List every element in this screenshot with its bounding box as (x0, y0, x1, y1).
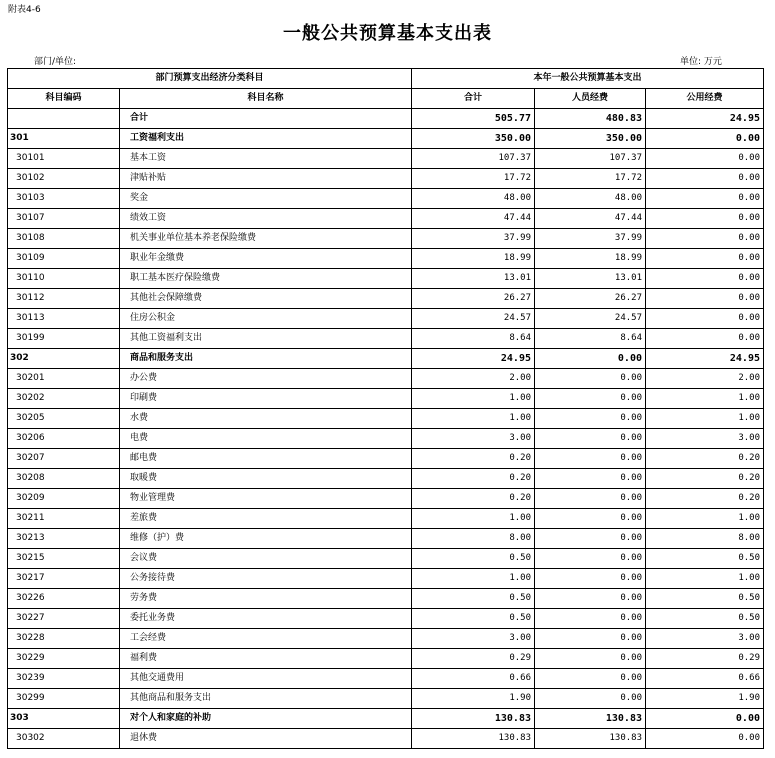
table-row (8, 569, 764, 589)
row-code: 30213 (8, 529, 120, 549)
row-public: 3.00 (646, 629, 764, 649)
row-total: 0.50 (412, 589, 535, 609)
row-public: 0.50 (646, 549, 764, 569)
row-personnel: 0.00 (535, 549, 646, 569)
page-title: 一般公共预算基本支出表 (283, 23, 492, 44)
row-personnel: 47.44 (535, 209, 646, 229)
row-public: 24.95 (646, 349, 764, 369)
row-code: 30229 (8, 649, 120, 669)
row-name: 退休费 (120, 729, 412, 749)
row-total: 1.00 (412, 409, 535, 429)
row-personnel: 0.00 (535, 569, 646, 589)
row-total: 0.20 (412, 469, 535, 489)
row-name: 职业年金缴费 (120, 249, 412, 269)
row-public: 0.20 (646, 449, 764, 469)
row-personnel: 0.00 (535, 529, 646, 549)
row-total: 0.29 (412, 649, 535, 669)
row-code: 30107 (8, 209, 120, 229)
row-personnel: 48.00 (535, 189, 646, 209)
row-code: 30217 (8, 569, 120, 589)
row-public: 1.90 (646, 689, 764, 709)
row-public: 0.00 (646, 709, 764, 729)
header-row (8, 89, 764, 109)
table-row (8, 229, 764, 249)
row-public: 0.00 (646, 149, 764, 169)
table-row (8, 549, 764, 569)
row-public: 0.00 (646, 269, 764, 289)
row-name: 工资福利支出 (120, 129, 412, 149)
row-total: 0.66 (412, 669, 535, 689)
row-personnel: 0.00 (535, 509, 646, 529)
row-public: 0.29 (646, 649, 764, 669)
row-total: 0.20 (412, 449, 535, 469)
row-name: 委托业务费 (120, 609, 412, 629)
row-code: 30201 (8, 369, 120, 389)
row-public: 0.50 (646, 589, 764, 609)
table-row (8, 189, 764, 209)
row-personnel: 130.83 (535, 729, 646, 749)
total-personnel: 480.83 (535, 109, 646, 129)
row-total: 130.83 (412, 729, 535, 749)
table-row (8, 449, 764, 469)
row-personnel: 18.99 (535, 249, 646, 269)
table-row (8, 369, 764, 389)
table-row (8, 689, 764, 709)
row-personnel: 130.83 (535, 709, 646, 729)
row-personnel: 0.00 (535, 649, 646, 669)
row-name: 物业管理费 (120, 489, 412, 509)
department-label: 部门/单位: (34, 57, 77, 67)
table-row (8, 669, 764, 689)
row-code: 30101 (8, 149, 120, 169)
row-code: 301 (8, 129, 120, 149)
row-total: 0.50 (412, 549, 535, 569)
row-total: 3.00 (412, 629, 535, 649)
expenditure-table (7, 68, 764, 749)
table-row (8, 389, 764, 409)
row-personnel: 0.00 (535, 469, 646, 489)
header-group-row (8, 69, 764, 89)
table-row (8, 329, 764, 349)
row-public: 0.00 (646, 129, 764, 149)
row-personnel: 107.37 (535, 149, 646, 169)
row-code: 30206 (8, 429, 120, 449)
row-total: 37.99 (412, 229, 535, 249)
row-personnel: 0.00 (535, 589, 646, 609)
row-name: 劳务费 (120, 589, 412, 609)
table-row (8, 469, 764, 489)
row-public: 0.00 (646, 249, 764, 269)
table-row (8, 269, 764, 289)
row-total: 3.00 (412, 429, 535, 449)
row-total: 17.72 (412, 169, 535, 189)
row-personnel: 0.00 (535, 689, 646, 709)
row-public: 0.00 (646, 729, 764, 749)
row-code: 30208 (8, 469, 120, 489)
row-public: 0.00 (646, 329, 764, 349)
header-personnel: 人员经费 (535, 89, 646, 109)
row-name: 工会经费 (120, 629, 412, 649)
row-public: 1.00 (646, 389, 764, 409)
row-public: 2.00 (646, 369, 764, 389)
row-name: 福利费 (120, 649, 412, 669)
row-personnel: 26.27 (535, 289, 646, 309)
row-code: 30207 (8, 449, 120, 469)
row-personnel: 37.99 (535, 229, 646, 249)
row-total: 1.90 (412, 689, 535, 709)
header-group-left: 部门预算支出经济分类科目 (8, 69, 412, 89)
header-code: 科目编码 (8, 89, 120, 109)
row-total: 1.00 (412, 569, 535, 589)
row-personnel: 0.00 (535, 489, 646, 509)
row-name: 职工基本医疗保险缴费 (120, 269, 412, 289)
row-public: 0.00 (646, 309, 764, 329)
table-row (8, 709, 764, 729)
total-public: 24.95 (646, 109, 764, 129)
total-code (8, 109, 120, 129)
row-total: 0.50 (412, 609, 535, 629)
table-row (8, 349, 764, 369)
row-name: 津贴补贴 (120, 169, 412, 189)
row-code: 30209 (8, 489, 120, 509)
row-total: 13.01 (412, 269, 535, 289)
row-public: 0.00 (646, 169, 764, 189)
row-total: 107.37 (412, 149, 535, 169)
table-row (8, 649, 764, 669)
row-code: 30108 (8, 229, 120, 249)
row-total: 18.99 (412, 249, 535, 269)
table-row (8, 509, 764, 529)
row-code: 30226 (8, 589, 120, 609)
row-public: 1.00 (646, 409, 764, 429)
row-total: 26.27 (412, 289, 535, 309)
row-code: 30205 (8, 409, 120, 429)
row-code: 30112 (8, 289, 120, 309)
row-name: 住房公积金 (120, 309, 412, 329)
header-group-right: 本年一般公共预算基本支出 (412, 69, 764, 89)
row-name: 电费 (120, 429, 412, 449)
row-name: 会议费 (120, 549, 412, 569)
row-code: 303 (8, 709, 120, 729)
row-name: 其他商品和服务支出 (120, 689, 412, 709)
table-row (8, 249, 764, 269)
row-personnel: 8.64 (535, 329, 646, 349)
row-code: 30199 (8, 329, 120, 349)
row-code: 30109 (8, 249, 120, 269)
row-name: 商品和服务支出 (120, 349, 412, 369)
total-row (8, 109, 764, 129)
row-code: 30239 (8, 669, 120, 689)
row-code: 30228 (8, 629, 120, 649)
row-personnel: 13.01 (535, 269, 646, 289)
row-total: 8.00 (412, 529, 535, 549)
row-total: 350.00 (412, 129, 535, 149)
row-total: 130.83 (412, 709, 535, 729)
table-row (8, 609, 764, 629)
row-personnel: 17.72 (535, 169, 646, 189)
row-name: 其他工资福利支出 (120, 329, 412, 349)
row-code: 30110 (8, 269, 120, 289)
row-personnel: 0.00 (535, 369, 646, 389)
row-code: 30215 (8, 549, 120, 569)
row-public: 0.50 (646, 609, 764, 629)
row-name: 取暖费 (120, 469, 412, 489)
table-row (8, 309, 764, 329)
row-name: 邮电费 (120, 449, 412, 469)
row-code: 30113 (8, 309, 120, 329)
row-name: 差旅费 (120, 509, 412, 529)
row-personnel: 0.00 (535, 429, 646, 449)
row-name: 公务接待费 (120, 569, 412, 589)
row-name: 水费 (120, 409, 412, 429)
row-public: 0.00 (646, 209, 764, 229)
row-name: 基本工资 (120, 149, 412, 169)
row-personnel: 24.57 (535, 309, 646, 329)
row-personnel: 350.00 (535, 129, 646, 149)
row-code: 30103 (8, 189, 120, 209)
row-total: 8.64 (412, 329, 535, 349)
row-code: 30299 (8, 689, 120, 709)
row-name: 维修（护）费 (120, 529, 412, 549)
table-row (8, 729, 764, 749)
row-total: 48.00 (412, 189, 535, 209)
row-name: 机关事业单位基本养老保险缴费 (120, 229, 412, 249)
row-public: 1.00 (646, 509, 764, 529)
table-row (8, 209, 764, 229)
row-total: 24.57 (412, 309, 535, 329)
row-personnel: 0.00 (535, 449, 646, 469)
table-row (8, 169, 764, 189)
row-code: 302 (8, 349, 120, 369)
row-name: 奖金 (120, 189, 412, 209)
row-personnel: 0.00 (535, 409, 646, 429)
row-name: 绩效工资 (120, 209, 412, 229)
table-row (8, 289, 764, 309)
table-row (8, 409, 764, 429)
unit-label: 单位: 万元 (680, 57, 722, 67)
table-row (8, 489, 764, 509)
row-code: 30302 (8, 729, 120, 749)
table-row (8, 589, 764, 609)
row-code: 30202 (8, 389, 120, 409)
row-code: 30102 (8, 169, 120, 189)
row-public: 0.20 (646, 489, 764, 509)
header-public: 公用经费 (646, 89, 764, 109)
table-row (8, 629, 764, 649)
table-row (8, 149, 764, 169)
row-public: 0.00 (646, 189, 764, 209)
row-personnel: 0.00 (535, 629, 646, 649)
row-code: 30227 (8, 609, 120, 629)
row-name: 印刷费 (120, 389, 412, 409)
row-name: 办公费 (120, 369, 412, 389)
total-total: 505.77 (412, 109, 535, 129)
row-personnel: 0.00 (535, 609, 646, 629)
attachment-label: 附表4-6 (8, 5, 41, 15)
row-public: 0.66 (646, 669, 764, 689)
row-total: 0.20 (412, 489, 535, 509)
row-name: 对个人和家庭的补助 (120, 709, 412, 729)
table-row (8, 429, 764, 449)
row-total: 2.00 (412, 369, 535, 389)
row-personnel: 0.00 (535, 669, 646, 689)
total-name: 合计 (120, 109, 412, 129)
row-name: 其他社会保障缴费 (120, 289, 412, 309)
row-total: 47.44 (412, 209, 535, 229)
table-row (8, 129, 764, 149)
row-personnel: 0.00 (535, 389, 646, 409)
row-public: 0.20 (646, 469, 764, 489)
row-public: 8.00 (646, 529, 764, 549)
row-public: 0.00 (646, 229, 764, 249)
header-total: 合计 (412, 89, 535, 109)
row-total: 1.00 (412, 389, 535, 409)
row-public: 1.00 (646, 569, 764, 589)
row-public: 3.00 (646, 429, 764, 449)
row-name: 其他交通费用 (120, 669, 412, 689)
table-row (8, 529, 764, 549)
row-code: 30211 (8, 509, 120, 529)
row-personnel: 0.00 (535, 349, 646, 369)
header-name: 科目名称 (120, 89, 412, 109)
row-public: 0.00 (646, 289, 764, 309)
row-total: 1.00 (412, 509, 535, 529)
row-total: 24.95 (412, 349, 535, 369)
